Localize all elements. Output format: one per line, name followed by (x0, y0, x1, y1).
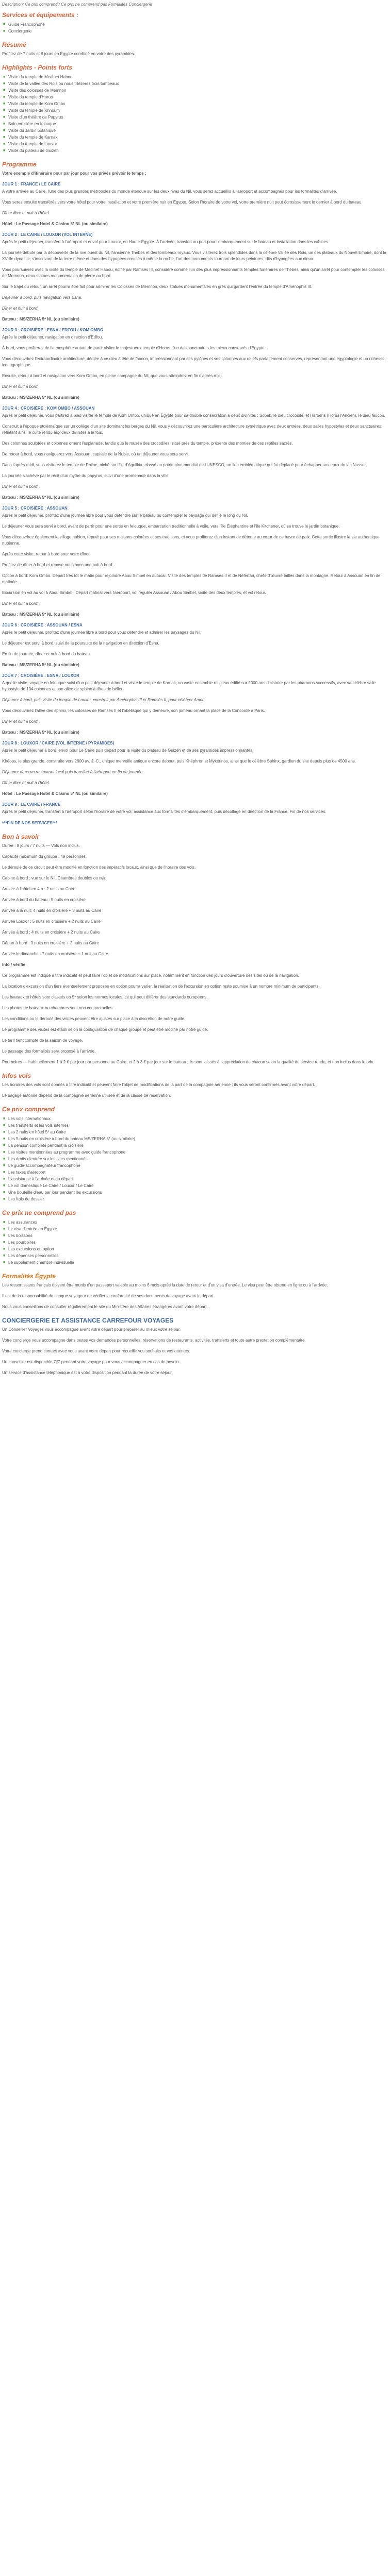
list-item: ■ Visite du temple de Louxor (2, 141, 389, 147)
list-item: ■ Les assurances (2, 1219, 389, 1226)
list-item: ■ Conciergerie (2, 28, 389, 35)
points-heading: Highlights - Points forts (2, 64, 72, 71)
day-paragraph: Bateau : MS/ZERHA 5* NL (ou similaire) (2, 612, 79, 617)
pratiques-heading: Bon à savoir (2, 833, 40, 840)
day-paragraph: De retour à bord, vous naviguerez vers Assouan, capitale de la Nubie, où un déjeuner vous sera servi. (2, 452, 189, 456)
paragraph: Arrivée à l'hôtel en 4 h : 2 nuits au Caire (2, 887, 76, 891)
day-paragraph: Construit à l'époque ptolémaïque sur un collège d'un site dominant les berges du Nil, vous y découvrirez une particulière architecture symétrique avec deux entrées, deux salles hypostyles et deux sanctuaires, reflétant ainsi le culte rendu aux deux divinités à la fois. (2, 424, 383, 435)
paragraph: Les horaires des vols sont donnés à titre indicatif et peuvent faire l'objet de modifications de la part de la compagnie aérienne ; ils vous seront confirmés avant votre départ. (2, 1082, 315, 1087)
day-title: JOUR 4 : CROISIÈRE : KOM OMBO / ASSOUAN (2, 406, 95, 411)
points-list (2, 74, 389, 154)
list-item: ■ Visite du temple d'Horus (2, 94, 389, 100)
day-paragraph: Après cette visite, retour à bord pour votre dîner. (2, 552, 91, 556)
day-paragraph: Option à bord: Kom Ombo. Départ très tôt le matin pour rejoindre Abou Simbel en autocar. Visite des temples de Ramsès II et de Néfertari, chefs-d'œuvre taillés dans la montagne. Retour à Assouan en fin de matinée. (2, 573, 381, 584)
paragraph: Le bagage autorisé dépend de la compagnie aérienne utilisée et de la classe de réservation. (2, 1093, 171, 1098)
paragraph: Pourboires — habituellement 1 à 2 € par jour par personne au Caire, et 2 à 3 € par jour sur le bateau ; ils sont laissés à l'appréciation de chacun selon la qualité du service rendu, et non inclus dans le prix. (2, 1060, 374, 1064)
infos-body (2, 1082, 389, 1099)
list-item: ■ Visite de la vallée des Rois ou nous trtézerez trois tombeaux (2, 80, 389, 87)
list-item: ■ Guide Francophone (2, 21, 389, 28)
list-item: ■ Les dépenses personnelles (2, 1252, 389, 1259)
day-paragraph: Dîner et nuit à bord. (2, 484, 39, 489)
day-block (2, 405, 389, 501)
paragraph: Les bateaux et hôtels sont classés en 5* selon les normes locales, ce qui peut différer des standards européens. (2, 995, 208, 999)
day-title: JOUR 8 : LOUXOR / CAIRE (VOL INTERNE / PYRAMIDES) (2, 741, 115, 745)
list-item: ■ Visite d'un théâtre de Papyrus (2, 114, 389, 121)
day-paragraph: Profitez de dîner à bord et repose nous avec une nuit à bord. (2, 563, 113, 567)
notes-body (2, 973, 389, 1065)
day-title: JOUR 1 : FRANCE / LE CAIRE (2, 182, 61, 187)
day-paragraph: Dîner libre et nuit à l'hôtel. (2, 211, 50, 215)
list-item: ■ Visite du Jardin botanique (2, 127, 389, 134)
day-block (2, 740, 389, 797)
day-paragraph: Des colonnes sculptées et colonnes ornent l'esplanade, tandis que le musée des crocodiles, situé près du temple, présente des momies de ces reptiles sacrés. (2, 441, 293, 446)
paragraph: Le déroulé de ce circuit peut être modifié en fonction des impératifs locaux, ainsi que de l'horaire des vols. (2, 865, 196, 870)
day-paragraph: Dans l'après-midi, vous visiterez le temple de Philae, niché sur l'île d'Aguilkia, classé au patrimoine mondial de l'UNESCO, un lieu emblématique qui fut déplacé pour échapper aux eaux du lac Nasser. (2, 463, 367, 467)
day-paragraph: Bateau : MS/ZERHA 5* NL (ou similaire) (2, 317, 79, 321)
day-block (2, 673, 389, 736)
paragraph: Arrivée à bord : 4 nuits en croisière + 2 nuits au Caire (2, 930, 100, 935)
paragraph: Votre concierge vous accompagne dans toutes vos demandes personnelles, réservations de restaurants, activités, transferts et toute autre prestation complémentaire. (2, 1338, 306, 1343)
inclus-list (2, 1115, 389, 1202)
day-paragraph: Déjeuner dans un restaurant local puis transfert à l'aéroport en fin de journée. (2, 770, 144, 774)
paragraph: Durée : 8 jours / 7 nuits — Vols non inclus. (2, 843, 80, 848)
list-item: ■ Le vol domestique Le Caire / Louxor / Le Caire (2, 1182, 389, 1189)
services-list (2, 21, 389, 35)
day-paragraph: Bateau : MS/ZERHA 5* NL (ou similaire) (2, 663, 79, 667)
paragraph: Votre concierge prend contact avec vous avant votre départ pour recueillir vos souhaits et vos attentes. (2, 1349, 190, 1353)
formalites-heading: Formalités Égypte (2, 1273, 56, 1280)
day-paragraph: Après le petit déjeuner, profitez d'une journée libre à bord pour vous détendre et admirer les paysages du Nil. (2, 630, 202, 635)
paragraph: Ce programme est indiqué à titre indicatif et peut faire l'objet de modifications sur place, notamment en fonction des jours d'ouverture des sites ou de la navigation. (2, 973, 299, 978)
day-paragraph: Bateau : MS/ZERHA 5* NL (ou similaire) (2, 730, 79, 735)
formalites-body (2, 1282, 389, 1310)
day-paragraph: En fin de journée, dîner et nuit à bord du bateau. (2, 652, 91, 656)
list-item: ■ Les droits d'entrée sur les sites mentionnés (2, 1156, 389, 1162)
day-paragraph: A votre arrivée au Caire, l'une des plus grandes métropoles du monde étendue sur les deux rives du Nil, vous serez accueillis à l'aéroport et accompagnés pour les formalités d'arrivée. (2, 189, 337, 194)
list-item: ■ Visite du temple de Karnak (2, 134, 389, 141)
day-title: JOUR 2 : LE CAIRE / LOUXOR (VOL INTERNE) (2, 232, 93, 237)
day-paragraph: Vous poursuivrez avec la visite du temple de Medinet Habou, édifié par Ramsès III, considéré comme l'un des plus impressionnants temples funéraires de Thèbes, ainsi qu'un arrêt pour contempler les colosses de Memnon, deux statues monumentales de pierre au bord. (2, 267, 385, 278)
list-item: ■ Les vols internationaux (2, 1115, 389, 1122)
paragraph: Les photos de bateaux ou chambres sont non contractuelles. (2, 1006, 114, 1010)
exclus-heading: Ce prix ne comprend pas (2, 1209, 76, 1216)
day-paragraph: Dîner libre et nuit à l'hôtel. (2, 781, 50, 785)
paragraph: Il est de la responsabilité de chaque voyageur de vérifier la conformité de ses documents de voyage avant le départ. (2, 1294, 215, 1298)
day-block (2, 622, 389, 668)
paragraph: Un service d'assistance téléphonique est à votre disposition pendant la durée de votre séjour. (2, 1370, 173, 1375)
day-block (2, 327, 389, 401)
paragraph: Un conseiller est disponible 7j/7 pendant votre voyage pour vous accompagner en cas de besoin. (2, 1360, 180, 1364)
day-paragraph: Bateau : MS/ZERHA 5* NL (ou similaire) (2, 495, 79, 500)
paragraph: Les conditions ou le déroulé des visites peuvent être ajustés sur place à la discrétion de notre guide. (2, 1016, 186, 1021)
day-paragraph: Excursion en vol au vol à Abou Simbel : Départ matinal vers l'aéroport, vol régulier Assouan / Abou Simbel, visite des deux temples, et vol retour. (2, 590, 266, 595)
day-paragraph: Bateau : MS/ZERHA 5* NL (ou similaire) (2, 395, 79, 400)
paragraph: Départ à bord : 3 nuits en croisière + 2 nuits au Caire (2, 941, 99, 945)
paragraph: Nous vous conseillons de consulter régulièrement le site du Ministère des Affaires étrangères avant votre départ. (2, 1304, 208, 1309)
day-paragraph: Sur le trajet du retour, un arrêt pourra être fait pour admirer les Colosses de Memnon, deux statues monumentales en grès qui gardent l'entrée du temple d'Aménophis III. (2, 284, 313, 289)
paragraph: Arrivée à la nuit: 4 nuits en croisière + 3 nuits au Caire (2, 908, 102, 913)
day-title: JOUR 3 : CROISIÈRE : ESNA / EDFOU / KOM OMBO (2, 328, 104, 332)
infos-heading: Infos vols (2, 1072, 31, 1079)
day-block (2, 181, 389, 227)
day-paragraph: Vous découvrirez l'extraordinaire architecture, dédiée à ce dieu à tête de faucon, impressionnant par ses pylônes et ses colonnes aux reliefs parfaitement conservés, représentant une égyptologie et un richesse iconographique. (2, 357, 385, 367)
pratiques-body (2, 843, 389, 882)
paragraph: Les ressortissants français doivent être munis d'un passeport valable au moins 6 mois après la date de retour et d'un visa d'entrée. Le visa peut être obtenu en ligne ou à l'arrivée. (2, 1283, 328, 1287)
concierge-body (2, 1327, 389, 1376)
paragraph: Le tarif tient compte de la saison de voyage. (2, 1038, 83, 1043)
resume-text: Profitez de 7 nuits et 8 jours en Égypte combiné en votre des pyramides. (2, 52, 135, 56)
day-paragraph: Vous serez ensuite transférés vers votre hôtel pour votre installation et votre première nuit en Égypte. Selon l'horaire de votre vol, votre première nuit peut écrosissement le dernier à bord du bateau. (2, 200, 363, 205)
day-paragraph: Hôtel : Le Passage Hotel & Casino 5* NL (ou similaire) (2, 791, 108, 796)
day-paragraph: Après le petit déjeuner à bord, envol pour Le Caire puis départ pour la visite du plateau de Guizèh et de ses pyramides impressionnantes. (2, 748, 254, 753)
paragraph: La location d'excursion d'un tiers éventuellement proposée en option pourra varier, la réalisation de l'excursion en option reste soumise à un nombre minimum de participants. (2, 984, 320, 989)
list-item: ■ Les visites mentionnées au programme avec guide francophone (2, 1149, 389, 1156)
services-heading: Services et équipements : (2, 11, 79, 19)
day-paragraph: Après le petit déjeuner, vous partirez à pied visiter le temple de Kom Ombo, unique en Égypte pour sa double consécration à deux divinités : Sobek, le dieu crocodile, et Haroeris (Horus l'Ancien), le dieu faucon. (2, 413, 385, 418)
inclus-heading: Ce prix comprend (2, 1106, 55, 1113)
day-paragraph: Le déjeuner est servi à bord, suivi de la poursuite de la navigation en direction d'Esna. (2, 641, 159, 646)
day-paragraph: La journée s'achève par le récit d'un mythe du papyrus, suivi d'une promenade dans la ville. (2, 473, 170, 478)
day-title: JOUR 5 : CROISIÈRE : ASSOUAN (2, 506, 68, 511)
list-item: ■ Les 5 nuits en croisière à bord du bateau MS/ZERHA 5* (ou similaire) (2, 1136, 389, 1142)
day-block (2, 232, 389, 323)
day-paragraph: Hôtel : Le Passage Hotel & Casino 5* NL (ou similaire) (2, 222, 108, 226)
paragraph: Capacité maximum du groupe : 49 personnes. (2, 854, 87, 859)
paragraph: Le programme des visites est établi selon la configuration de chaque groupe et peut être modifié par notre guide. (2, 1027, 208, 1032)
paragraph: Arrivée le dimanche : 7 nuits en croisière + 1 nuit au Caire (2, 952, 108, 956)
arrival-options (2, 886, 389, 957)
day-block (2, 802, 389, 815)
list-item: ■ Bain croisière en felouque (2, 121, 389, 127)
day-paragraph: Après le petit déjeuner, transfert à l'aéroport et envol pour Louxor, en Haute-Égypte. À l'arrivée, transfert au port pour l'embarquement sur le bateau et installation dans les cabines. (2, 240, 330, 244)
day-paragraph: Après le petit déjeuner, navigation en direction d'Edfou. (2, 335, 103, 340)
paragraph: Cabine à bord : vue sur le Nil. Chambres doubles ou twin. (2, 876, 108, 880)
programme-heading: Programme (2, 161, 37, 168)
list-item: ■ Visite du temple de Medinet Habou (2, 74, 389, 80)
list-item: ■ Les boissons (2, 1232, 389, 1239)
list-item: ■ Visite des colosses de Memnon (2, 87, 389, 94)
day-paragraph: Dîner et nuit à bord. (2, 719, 39, 724)
paragraph: Arrivée à bord du bateau : 5 nuits en croisière (2, 897, 86, 902)
list-item: ■ Visite du temple de Kom Ombo (2, 100, 389, 107)
day-paragraph: Vous découvrirez également le village nubien, réputé pour ses maisons colorées et ses traditions, et vous profiterez d'un instant de détente au cœur de ce havre de paix. Cette sortie illustre la vie authentique nubienne. (2, 535, 380, 546)
list-item: ■ Les pourboires (2, 1239, 389, 1246)
day-paragraph: La journée débute par la découverte de la rive ouest du Nil, l'ancienne Thèbes et des tombeaux royaux. Vous visiterez trois splendides dans la célèbre Vallée des Rois, un des plateaux du Nouvel Empire, dont la XVIIIe dynastie, s'inscrivant de la terre même et dans des hypogées creusés à même la roche, l'art des monuments tournant de leurs peintures, dits d'hypogées aux dieux. (2, 250, 386, 261)
day-paragraph: Dîner et nuit à bord. (2, 306, 39, 311)
concierge-heading: CONCIERGERIE ET ASSISTANCE CARREFOUR VOYAGES (2, 1317, 174, 1324)
list-item: ■ Les transferts et les vols internes (2, 1122, 389, 1129)
list-item: ■ Les taxes d'aéroport (2, 1169, 389, 1176)
list-item: ■ Les excursions en option (2, 1246, 389, 1252)
day-paragraph: Le déjeuner vous sera servi à bord, avant de partir pour une sortie en felouque, embarcation traditionnelle à voile, vers l'île Éléphantine et l'île Kitchener, où se trouve le jardin botanique. (2, 524, 340, 529)
day-paragraph: Déjeuner à bord, puis navigation vers Esna. (2, 295, 83, 300)
list-item: ■ Les 2 nuits en hôtel 5* au Caire (2, 1129, 389, 1136)
day-paragraph: Déjeuner à bord, puis visite du temple de Louxor, construit par Aménophis III et Ramsès II, pour célébrer Amon. (2, 698, 206, 702)
paragraph: Un Conseiller Voyages vous accompagne avant votre départ pour préparer au mieux votre séjour. (2, 1327, 181, 1332)
list-item: ■ La pension complète pendant la croisière (2, 1142, 389, 1149)
day-paragraph: Dîner et nuit à bord. (2, 384, 39, 389)
list-item: ■ L'assistance à l'arrivée et au départ (2, 1176, 389, 1182)
list-item: ■ Visite du temple de Khnoum (2, 107, 389, 114)
day-title: JOUR 7 : CROISIÈRE : ESNA / LOUXOR (2, 673, 79, 678)
resume-heading: Résumé (2, 41, 26, 48)
list-item: ■ Le supplément chambre individuelle (2, 1259, 389, 1266)
day-paragraph: Ensuite, retour à bord et navigation vers Kom Ombo, en pleine campagne du Nil, que vous atteindrez en fin d'après-midi. (2, 374, 223, 378)
day-paragraph: Après le petit déjeuner, profitez d'une journée libre pour vous détendre sur le bateau ou contempler le paysage qui défile le long du Nil. (2, 513, 248, 518)
day-paragraph: Khéops, le plus grande, construite vers 2600 av. J.-C., unique merveille antique encore debout, puis Khéphren et Mykérinos, ainsi que le célèbre Sphinx, gardien du site depuis plus de 4500 ans. (2, 759, 356, 764)
list-item: ■ Le visa d'entrée en Égypte (2, 1226, 389, 1232)
exclus-list (2, 1219, 389, 1266)
day-paragraph: Vous découvrirez l'allée des sphinx, les colosses de Ramsès II et l'obélisque qui y demeure, son jumeau ornant la place de la Concorde à Paris. (2, 708, 265, 713)
day-paragraph: Dîner et nuit à bord. (2, 601, 39, 606)
paragraph: Arrivée Louxor : 5 nuits en croisière + 2 nuits au Caire (2, 919, 101, 924)
list-item: ■ Visite du plateau de Guizèh (2, 147, 389, 154)
list-item: ■ Les frais de dossier (2, 1196, 389, 1202)
day-paragraph: À bord, vous profiterez de l'atmosphère autant de partir visiter le majestueux temple d'Horus, l'un des sanctuaires les mieux conservés d'Égypte. (2, 346, 266, 350)
day-paragraph: A quelle visite, voyage en felouque suivi d'un petit déjeuner à bord et visite le temple de Karnak, un vaste ensemble religieux édifié sur 2000 ans d'histoire par les pharaons successifs, avec sa célèbre salle hypostyle de 134 colonnes et son allée de sphinx à têtes de bélier. (2, 681, 376, 691)
programme-days (2, 181, 389, 815)
end-of-services: ***FIN DE NOS SERVICES*** (2, 821, 57, 825)
day-paragraph: Après le petit déjeuner, transfert à l'aéroport selon l'horaire de votre vol, assistance aux formalités d'embarquement, puis décollage en direction de la France. Fin de nos services. (2, 809, 327, 814)
notes-title: Info / vérifie (2, 962, 25, 967)
list-item: ■ Le guide-accompagnateur francophone (2, 1162, 389, 1169)
list-item: ■ Une bouteille d'eau par jour pendant les excursions (2, 1189, 389, 1196)
programme-intro: Votre exemple d'itinéraire pour par jour pour vos privés prévoir le temps : (2, 171, 146, 176)
day-title: JOUR 9 : LE CAIRE / FRANCE (2, 802, 61, 807)
paragraph: Le passage des formalités sera proposé à l'arrivée. (2, 1049, 96, 1054)
day-title: JOUR 6 : CROISIÈRE : ASSOUAN / ESNA (2, 623, 83, 628)
day-block (2, 505, 389, 618)
description-tabs: Description: Ce prix comprend / Ce prix ne comprend pas Formalités Conciergerie (2, 2, 152, 7)
